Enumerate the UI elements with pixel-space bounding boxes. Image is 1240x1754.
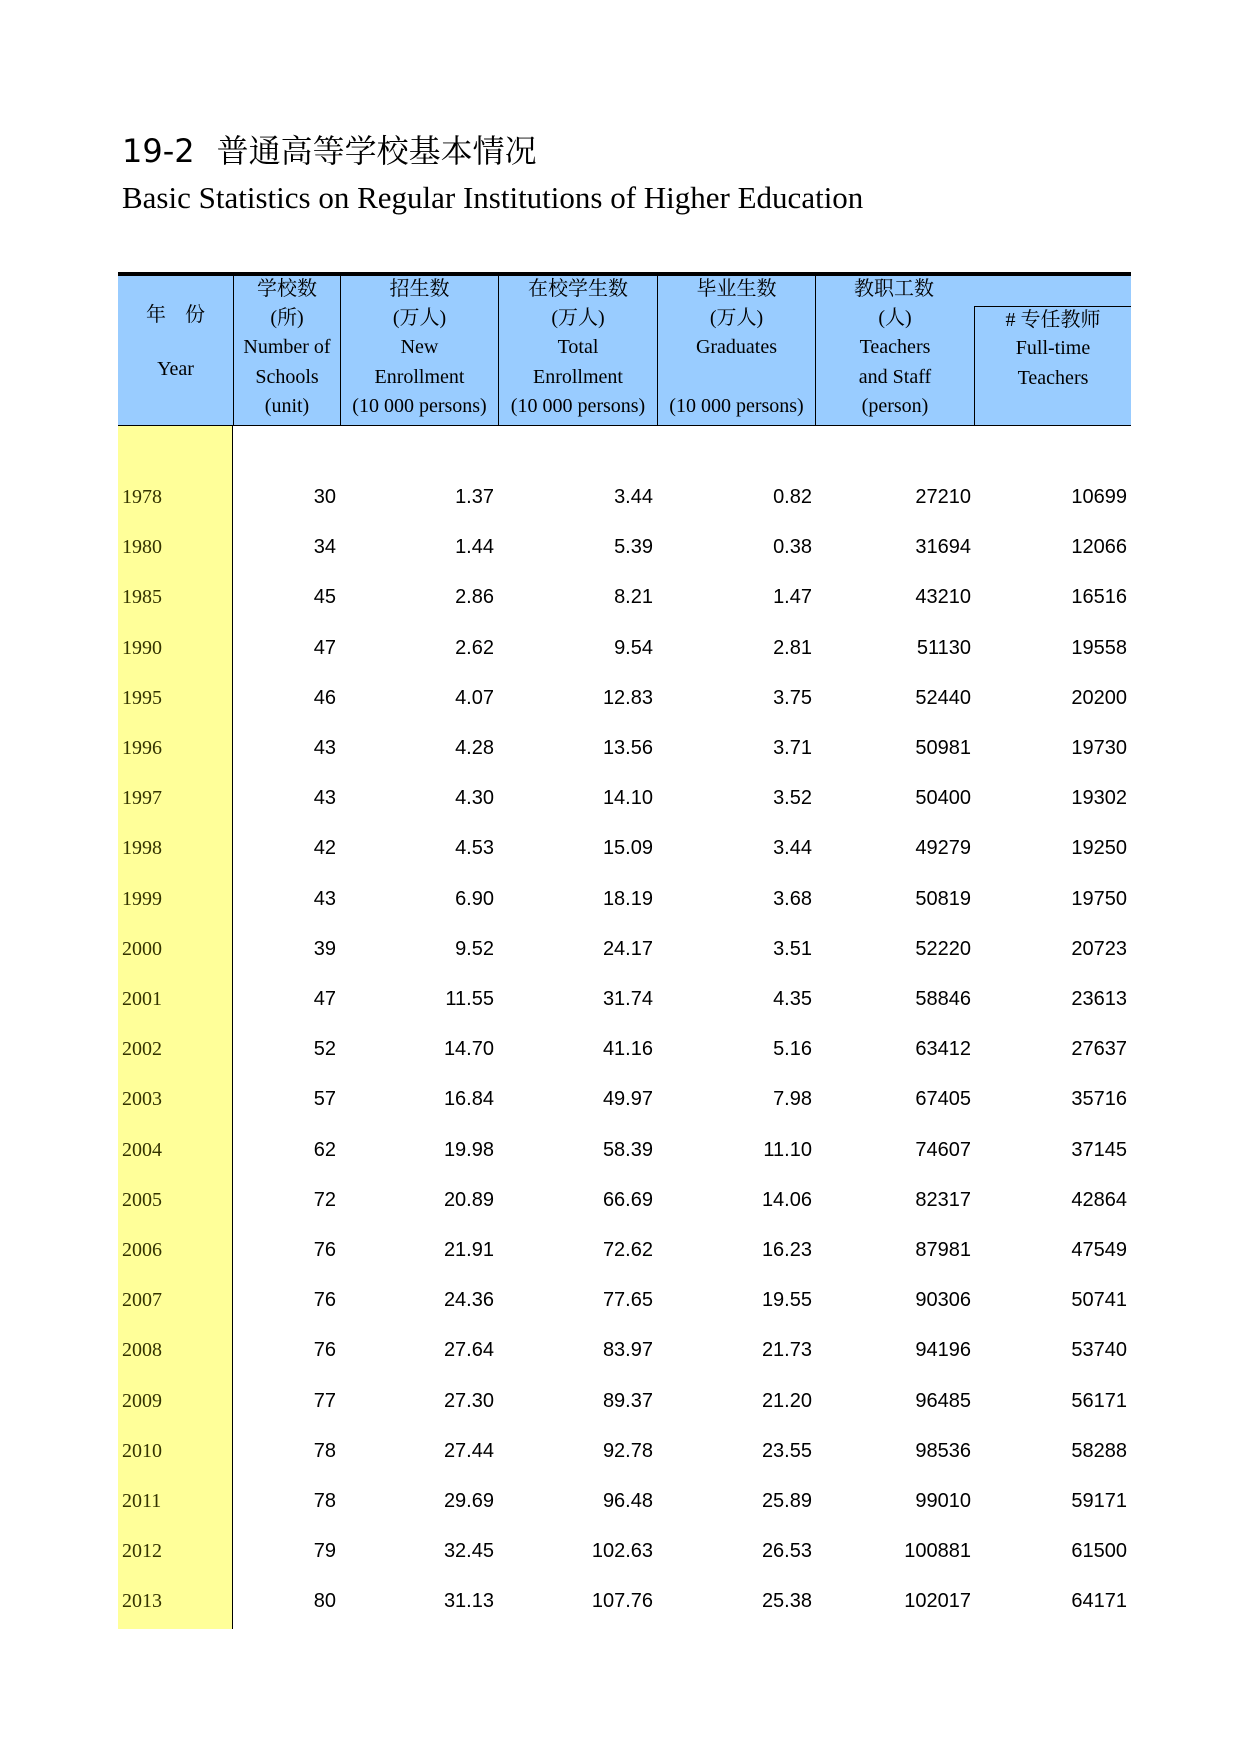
header-staff (815, 276, 974, 425)
header-fulltime-line: Full-time (1015, 337, 1091, 359)
schools-cell: 43 (313, 787, 336, 810)
table-row (118, 482, 1131, 512)
new-enrollment-cell: 16.84 (443, 1088, 494, 1111)
header-fulltime-line: # 专任教师 (1005, 309, 1101, 331)
total-enrollment-cell: 107.76 (591, 1590, 653, 1613)
year-cell: 1978 (122, 486, 162, 508)
total-enrollment-cell: 18.19 (602, 887, 653, 910)
table-number: 19-2 (122, 132, 195, 170)
graduates-cell: 1.47 (773, 586, 812, 609)
table-row (118, 783, 1131, 813)
graduates-cell: 19.55 (761, 1289, 812, 1312)
fulltime-teachers-cell: 20723 (1071, 937, 1127, 960)
staff-cell: 67405 (915, 1088, 971, 1111)
table-row (118, 1185, 1131, 1215)
new-enrollment-cell: 11.55 (445, 988, 494, 1010)
header-new-enrollment-line: Enrollment (374, 366, 465, 388)
year-cell: 2002 (122, 1038, 162, 1061)
new-enrollment-cell: 4.07 (455, 686, 494, 709)
schools-cell: 43 (313, 737, 336, 759)
header-schools-line: (unit) (264, 395, 310, 417)
graduates-cell: 2.81 (773, 636, 812, 659)
staff-cell: 100881 (904, 1540, 971, 1563)
fulltime-teachers-cell: 23613 (1071, 988, 1127, 1010)
schools-cell: 47 (313, 988, 336, 1010)
staff-cell: 102017 (904, 1590, 971, 1613)
new-enrollment-cell: 14.70 (443, 1038, 494, 1061)
header-new-enrollment-line: 招生数 (389, 278, 450, 300)
header-graduates-line: Graduates (695, 336, 778, 358)
staff-cell: 50981 (915, 737, 971, 759)
staff-cell: 52440 (915, 686, 971, 709)
total-enrollment-cell: 14.10 (602, 787, 653, 810)
header-new-enrollment-line: (万人) (392, 307, 447, 329)
graduates-cell: 25.38 (761, 1590, 812, 1613)
total-enrollment-cell: 92.78 (602, 1439, 653, 1462)
table-header (118, 276, 1131, 426)
schools-cell: 76 (313, 1239, 336, 1261)
table-row (118, 1034, 1131, 1064)
staff-cell: 96485 (915, 1389, 971, 1412)
schools-cell: 34 (313, 536, 336, 559)
schools-cell: 76 (313, 1339, 336, 1362)
graduates-cell: 7.98 (773, 1088, 812, 1111)
staff-cell: 49279 (915, 837, 971, 860)
year-cell: 2012 (122, 1540, 162, 1563)
table-row (118, 1084, 1131, 1114)
graduates-cell: 3.51 (773, 937, 812, 960)
year-cell: 2003 (122, 1088, 162, 1111)
fulltime-teachers-cell: 27637 (1071, 1038, 1127, 1061)
year-cell: 2001 (122, 988, 162, 1010)
new-enrollment-cell: 29.69 (443, 1490, 494, 1512)
total-enrollment-cell: 5.39 (614, 536, 653, 559)
year-cell: 1998 (122, 837, 162, 860)
new-enrollment-cell: 1.44 (455, 536, 494, 559)
total-enrollment-cell: 41.16 (602, 1038, 653, 1061)
total-enrollment-cell: 31.74 (602, 988, 653, 1010)
graduates-cell: 5.16 (773, 1038, 812, 1061)
statistics-table (118, 272, 1131, 1629)
header-graduates-line: (万人) (709, 307, 764, 329)
schools-cell: 78 (313, 1439, 336, 1462)
header-schools-line: (所) (270, 307, 304, 329)
year-cell: 1995 (122, 686, 162, 709)
header-graduates-line: (10 000 persons) (669, 395, 804, 417)
table-row (118, 733, 1131, 763)
new-enrollment-cell: 2.62 (455, 636, 494, 659)
schools-cell: 79 (313, 1540, 336, 1563)
fulltime-teachers-cell: 19558 (1071, 636, 1127, 659)
schools-cell: 43 (313, 887, 336, 910)
table-row (118, 1586, 1131, 1616)
staff-cell: 51130 (916, 636, 971, 659)
year-cell: 1980 (122, 536, 162, 559)
total-enrollment-cell: 8.21 (614, 586, 653, 609)
graduates-cell: 0.82 (773, 486, 812, 508)
year-cell: 2000 (122, 937, 162, 960)
year-cell: 2008 (122, 1339, 162, 1362)
graduates-cell: 3.44 (773, 837, 812, 860)
fulltime-teachers-cell: 42864 (1071, 1188, 1127, 1211)
schools-cell: 78 (313, 1490, 336, 1512)
staff-cell: 87981 (915, 1239, 971, 1261)
total-enrollment-cell: 24.17 (602, 937, 653, 960)
fulltime-teachers-cell: 12066 (1071, 536, 1127, 559)
page-title-en: Basic Statistics on Regular Institutions of Higher Education (122, 180, 864, 215)
new-enrollment-cell: 27.44 (443, 1439, 494, 1462)
header-staff-line: Teachers (859, 336, 931, 358)
header-staff-line: and Staff (858, 366, 932, 388)
fulltime-teachers-cell: 58288 (1071, 1439, 1127, 1462)
header-year (118, 276, 233, 425)
staff-cell: 52220 (915, 937, 971, 960)
year-cell: 2006 (122, 1239, 162, 1261)
graduates-cell: 14.06 (761, 1188, 812, 1211)
fulltime-teachers-cell: 50741 (1071, 1289, 1127, 1312)
total-enrollment-cell: 12.83 (602, 686, 653, 709)
graduates-cell: 3.52 (773, 787, 812, 810)
header-fulltime-line: Teachers (1017, 367, 1089, 389)
new-enrollment-cell: 31.13 (443, 1590, 494, 1613)
staff-cell: 43210 (915, 586, 971, 609)
year-cell: 1999 (122, 887, 162, 910)
new-enrollment-cell: 4.30 (455, 787, 494, 810)
new-enrollment-cell: 19.98 (443, 1138, 494, 1161)
schools-cell: 52 (313, 1038, 336, 1061)
table-row (118, 633, 1131, 663)
staff-cell: 27210 (915, 486, 971, 508)
header-total-enrollment-line: 在校学生数 (528, 278, 628, 300)
total-enrollment-cell: 9.54 (614, 636, 653, 659)
header-new-enrollment-line: New (400, 336, 439, 358)
fulltime-teachers-cell: 64171 (1071, 1590, 1127, 1613)
header-new-enrollment (340, 276, 498, 425)
table-row (118, 1335, 1131, 1365)
new-enrollment-cell: 4.53 (455, 837, 494, 860)
new-enrollment-cell: 1.37 (455, 486, 494, 508)
schools-cell: 47 (313, 636, 336, 659)
new-enrollment-cell: 2.86 (455, 586, 494, 609)
header-graduates-line: 毕业生数 (696, 278, 777, 300)
graduates-cell: 3.75 (773, 686, 812, 709)
fulltime-teachers-cell: 19730 (1071, 737, 1127, 759)
title-chinese: 普通高等学校基本情况 (216, 132, 537, 170)
year-cell: 2007 (122, 1289, 162, 1312)
new-enrollment-cell: 20.89 (443, 1188, 494, 1211)
table-row (118, 1135, 1131, 1165)
total-enrollment-cell: 58.39 (602, 1138, 653, 1161)
year-cell: 2010 (122, 1439, 162, 1462)
table-row (118, 1536, 1131, 1566)
header-schools-line: 学校数 (257, 278, 317, 300)
new-enrollment-cell: 24.36 (443, 1289, 494, 1312)
table-row (118, 1486, 1131, 1516)
header-staff-line: (person) (861, 395, 929, 417)
schools-cell: 76 (313, 1289, 336, 1312)
staff-cell: 50819 (915, 887, 971, 910)
staff-cell: 94196 (915, 1339, 971, 1362)
schools-cell: 42 (313, 837, 336, 860)
total-enrollment-cell: 15.09 (602, 837, 653, 860)
table-row (118, 934, 1131, 964)
year-cell: 2005 (122, 1188, 162, 1211)
fulltime-teachers-cell: 19250 (1071, 837, 1127, 860)
schools-cell: 39 (313, 937, 336, 960)
year-cell: 1990 (122, 636, 162, 659)
staff-cell: 98536 (915, 1439, 971, 1462)
schools-cell: 80 (313, 1590, 336, 1613)
table-row (118, 532, 1131, 562)
new-enrollment-cell: 9.52 (455, 937, 494, 960)
total-enrollment-cell: 66.69 (602, 1188, 653, 1211)
graduates-cell: 21.73 (761, 1339, 812, 1362)
graduates-cell: 11.10 (763, 1138, 812, 1161)
staff-cell: 50400 (915, 787, 971, 810)
graduates-cell: 0.38 (773, 536, 812, 559)
header-staff-line: (人) (878, 307, 912, 329)
fulltime-teachers-cell: 53740 (1071, 1339, 1127, 1362)
table-row (118, 1235, 1131, 1265)
year-cell: 1997 (122, 787, 162, 810)
staff-cell: 82317 (915, 1188, 971, 1211)
table-row (118, 833, 1131, 863)
header-staff-line: 教职工数 (854, 278, 934, 300)
header-total-enrollment (498, 276, 657, 425)
header-new-enrollment-line: (10 000 persons) (352, 395, 487, 417)
graduates-cell: 3.71 (773, 737, 812, 759)
staff-cell: 90306 (915, 1289, 971, 1312)
fulltime-teachers-cell: 19302 (1071, 787, 1127, 810)
total-enrollment-cell: 49.97 (602, 1088, 653, 1111)
fulltime-teachers-cell: 20200 (1071, 686, 1127, 709)
table-row (118, 884, 1131, 914)
schools-cell: 72 (313, 1188, 336, 1211)
staff-cell: 99010 (915, 1490, 971, 1512)
staff-cell: 74607 (915, 1138, 971, 1161)
total-enrollment-cell: 96.48 (602, 1490, 653, 1512)
fulltime-teachers-cell: 10699 (1071, 486, 1127, 508)
fulltime-teachers-cell: 56171 (1071, 1389, 1127, 1412)
new-enrollment-cell: 32.45 (443, 1540, 494, 1563)
schools-cell: 46 (313, 686, 336, 709)
header-total-enrollment-line: (10 000 persons) (510, 395, 646, 417)
table-row (118, 1436, 1131, 1466)
new-enrollment-cell: 27.30 (443, 1389, 494, 1412)
table-row (118, 582, 1131, 612)
graduates-cell: 21.20 (761, 1389, 812, 1412)
total-enrollment-cell: 77.65 (602, 1289, 653, 1312)
year-cell: 2011 (122, 1490, 162, 1512)
fulltime-teachers-cell: 61500 (1071, 1540, 1127, 1563)
fulltime-teachers-cell: 35716 (1071, 1088, 1127, 1111)
table-body (118, 426, 1131, 1629)
schools-cell: 45 (313, 586, 336, 609)
fulltime-teachers-cell: 59171 (1071, 1490, 1127, 1512)
header-graduates (657, 276, 815, 425)
table-row (118, 984, 1131, 1014)
staff-cell: 63412 (915, 1038, 971, 1061)
year-cell: 2009 (122, 1389, 162, 1412)
table-row (118, 1285, 1131, 1315)
graduates-cell: 16.23 (761, 1239, 812, 1261)
graduates-cell: 4.35 (773, 988, 812, 1010)
new-enrollment-cell: 27.64 (443, 1339, 494, 1362)
year-cell: 2013 (122, 1590, 162, 1613)
fulltime-teachers-cell: 37145 (1071, 1138, 1127, 1161)
graduates-cell: 25.89 (761, 1490, 812, 1512)
page-title-cn (122, 126, 537, 172)
header-schools-line: Schools (255, 366, 319, 388)
header-schools-line: Number of (243, 336, 331, 358)
table-row (118, 1386, 1131, 1416)
total-enrollment-cell: 72.62 (602, 1239, 653, 1261)
schools-cell: 77 (313, 1389, 336, 1412)
header-schools (233, 276, 340, 425)
header-fulltime-teachers (974, 306, 1131, 425)
year-cell: 1996 (122, 737, 162, 759)
header-year-en: Year (157, 358, 194, 380)
new-enrollment-cell: 6.90 (455, 887, 494, 910)
total-enrollment-cell: 13.56 (602, 737, 653, 759)
header-total-enrollment-line: (万人) (551, 307, 605, 329)
total-enrollment-cell: 83.97 (602, 1339, 653, 1362)
year-cell: 1985 (122, 586, 162, 609)
total-enrollment-cell: 89.37 (602, 1389, 653, 1412)
header-year-cn: 年 份 (146, 304, 205, 326)
table-row (118, 683, 1131, 713)
staff-cell: 31694 (915, 536, 971, 559)
fulltime-teachers-cell: 47549 (1071, 1239, 1127, 1261)
staff-cell: 58846 (915, 988, 971, 1010)
year-cell: 2004 (122, 1138, 162, 1161)
graduates-cell: 26.53 (761, 1540, 812, 1563)
schools-cell: 30 (313, 486, 336, 508)
graduates-cell: 23.55 (761, 1439, 812, 1462)
new-enrollment-cell: 4.28 (455, 737, 494, 759)
graduates-cell: 3.68 (773, 887, 812, 910)
header-total-enrollment-line: Total (557, 336, 599, 358)
fulltime-teachers-cell: 16516 (1071, 586, 1127, 609)
schools-cell: 62 (313, 1138, 336, 1161)
new-enrollment-cell: 21.91 (443, 1239, 494, 1261)
total-enrollment-cell: 3.44 (614, 486, 653, 508)
schools-cell: 57 (313, 1088, 336, 1111)
header-total-enrollment-line: Enrollment (533, 366, 623, 388)
total-enrollment-cell: 102.63 (591, 1540, 653, 1563)
fulltime-teachers-cell: 19750 (1071, 887, 1127, 910)
